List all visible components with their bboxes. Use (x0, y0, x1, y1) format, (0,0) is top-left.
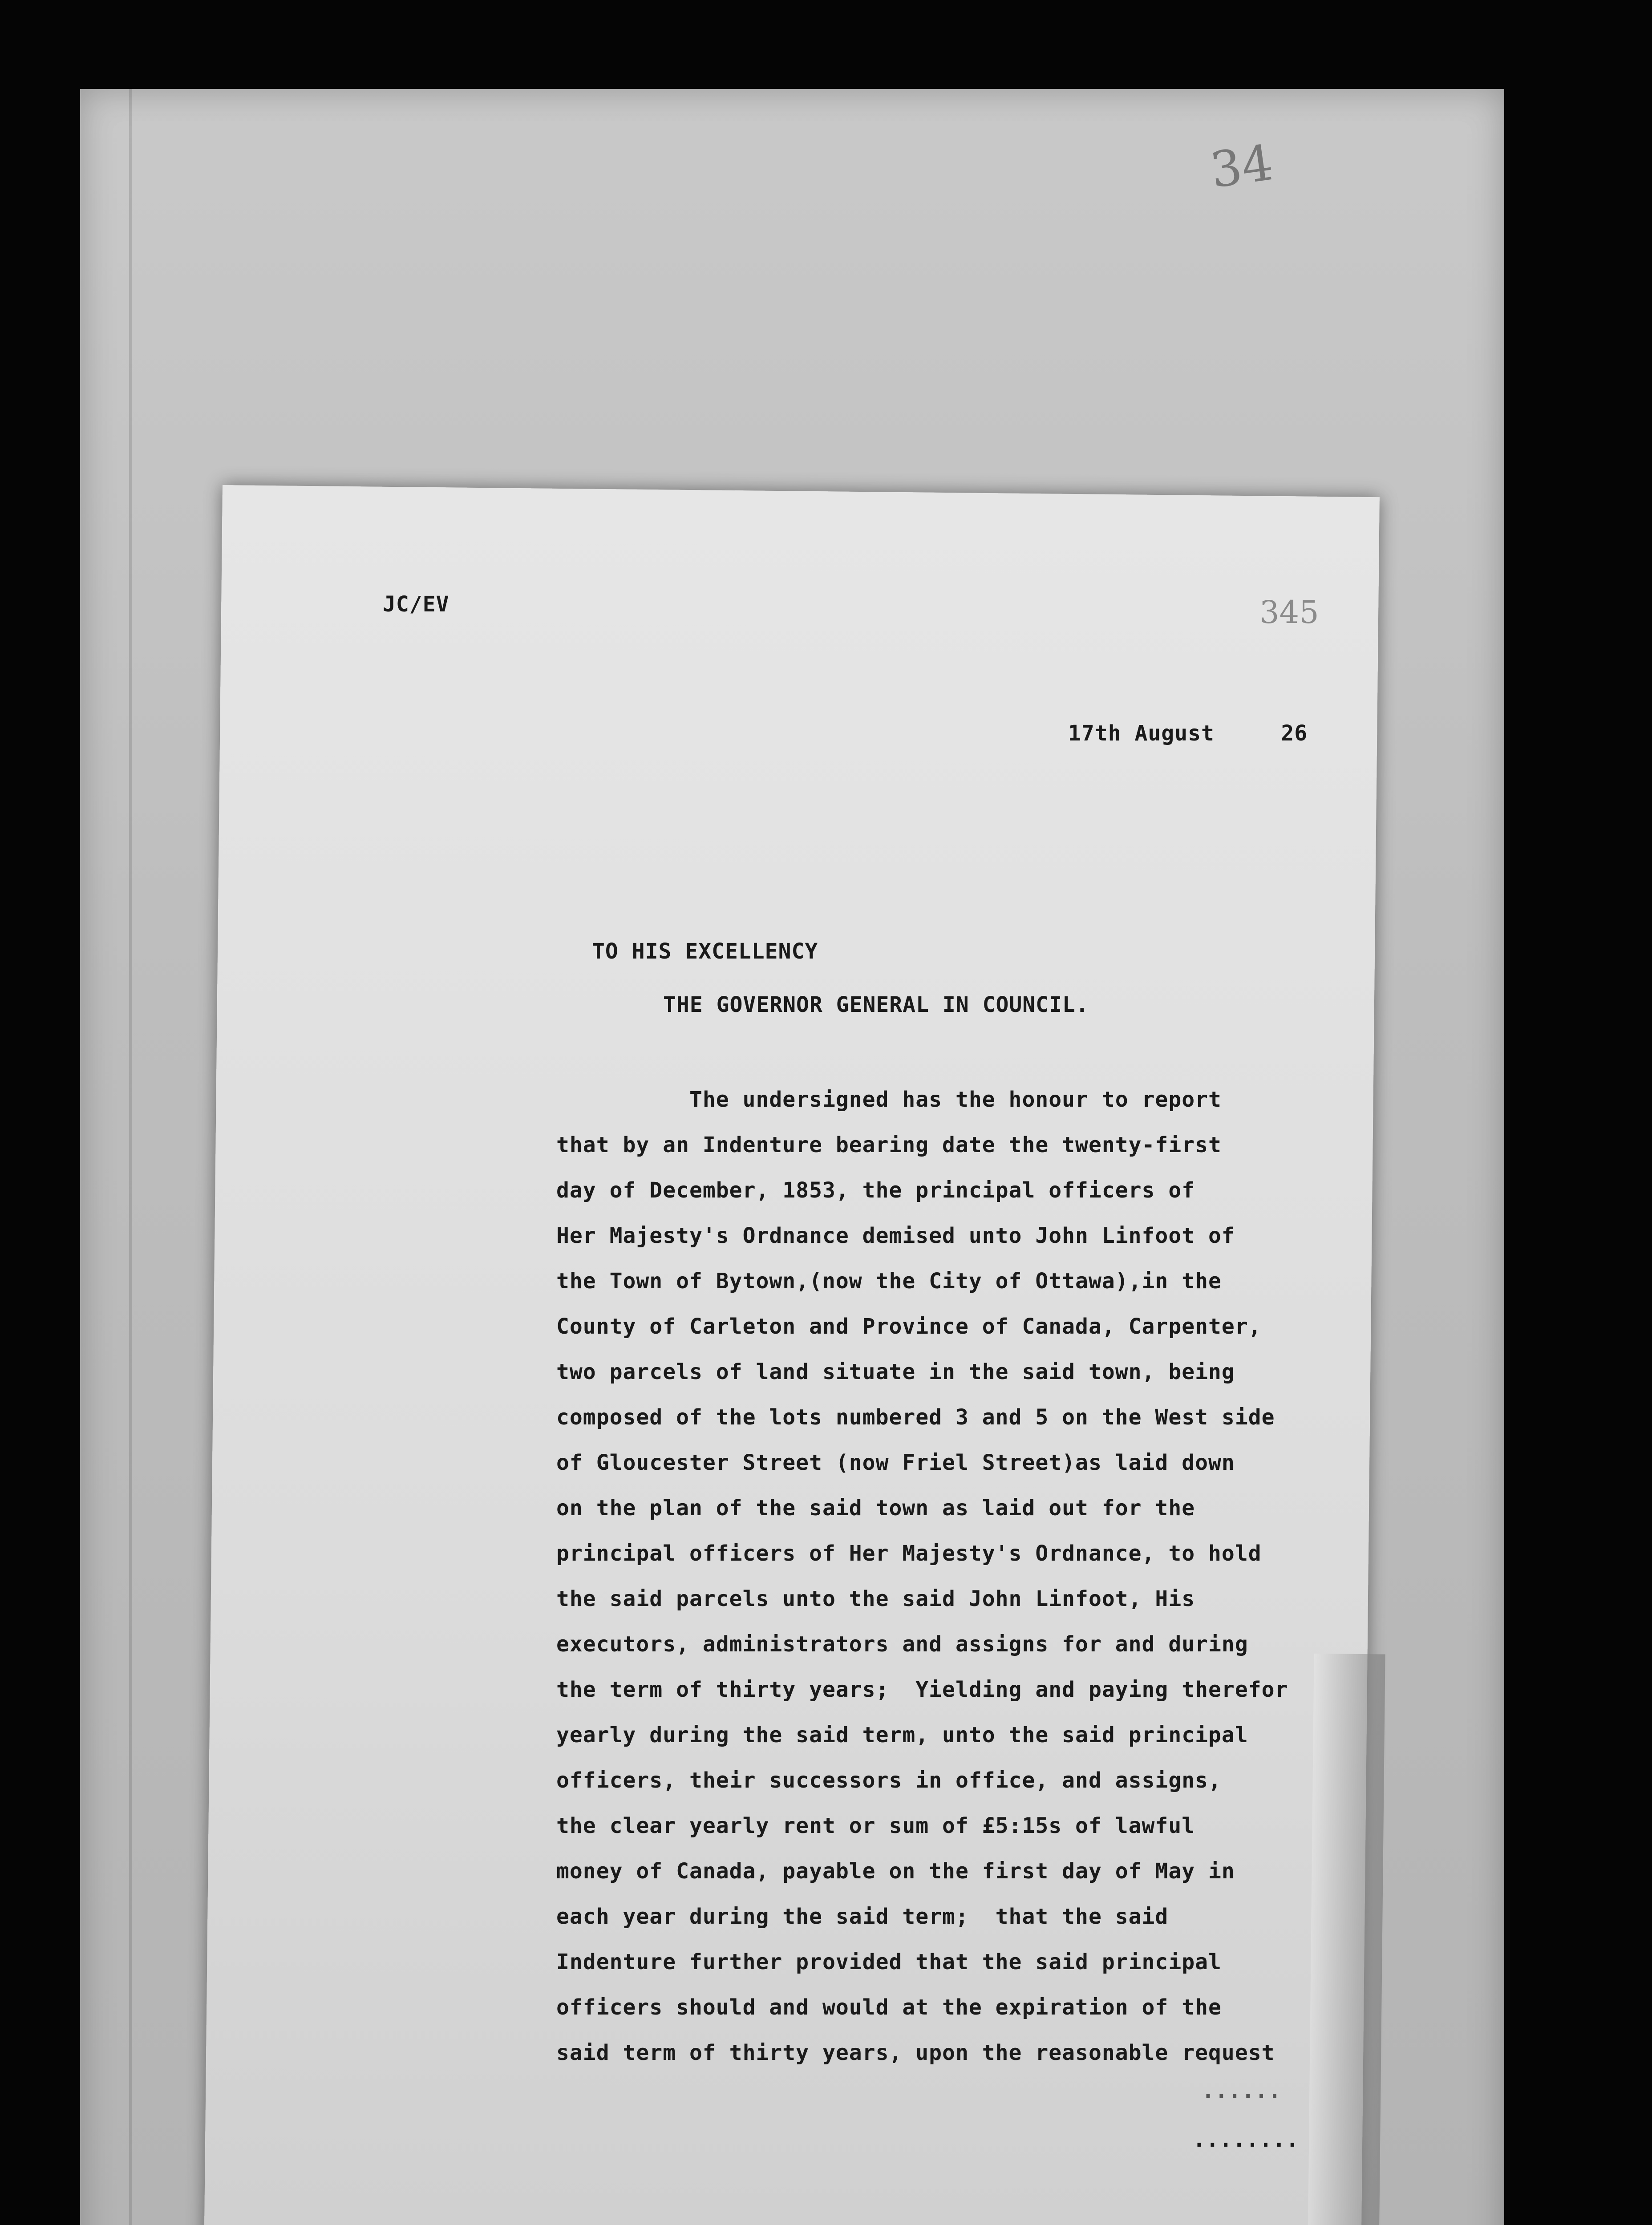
body-line: yearly during the said term, unto the said principal (556, 1723, 1248, 1748)
body-line: the Town of Bytown,(now the City of Ottawa),in the (556, 1269, 1222, 1294)
letter-date: 17th August 26 (1068, 721, 1308, 746)
body-line: The undersigned has the honour to report (556, 1087, 1222, 1112)
body-line: said term of thirty years, upon the reasonable request (556, 2040, 1275, 2065)
typist-initials: JC/EV (383, 592, 449, 617)
body-line: Indenture further provided that the said principal (556, 1950, 1222, 1974)
handwritten-file-number: 345 (1259, 594, 1319, 631)
body-line: the term of thirty years; Yielding and paying therefor (556, 1677, 1288, 1702)
body-line: the clear yearly rent or sum of £5:15s of lawful (556, 1813, 1195, 1838)
body-line: executors, administrators and assigns for and during (556, 1632, 1248, 1657)
body-line: Her Majesty's Ordnance demised unto John Linfoot of (556, 1223, 1235, 1248)
body-line: principal officers of Her Majesty's Ordnance, to hold (556, 1541, 1262, 1566)
body-line: composed of the lots numbered 3 and 5 on the West side (556, 1405, 1275, 1430)
letter-body (556, 1077, 1380, 2075)
body-line: each year during the said term; that the said (556, 1904, 1169, 1929)
body-line: officers should and would at the expiration of the (556, 1995, 1222, 2020)
body-line: that by an Indenture bearing date the twenty-first (556, 1133, 1222, 1157)
sheet-fold (129, 89, 132, 2225)
body-line: on the plan of the said town as laid out for the (556, 1496, 1195, 1521)
addressee-line-1: TO HIS EXCELLENCY (592, 939, 818, 964)
continuation-dots: ........ (1193, 2127, 1300, 2152)
body-line: two parcels of land situate in the said town, being (556, 1359, 1235, 1384)
body-line: of Gloucester Street (now Friel Street)as laid down (556, 1450, 1235, 1475)
body-line: day of December, 1853, the principal officers of (556, 1178, 1195, 1203)
continuation-dots-faint: ...... (1202, 2078, 1282, 2103)
addressee-line-2: THE GOVERNOR GENERAL IN COUNCIL. (663, 992, 1089, 1017)
body-line: money of Canada, payable on the first day of May in (556, 1859, 1235, 1884)
body-line: the said parcels unto the said John Linfoot, His (556, 1586, 1195, 1611)
body-line: County of Carleton and Province of Canada, Carpenter, (556, 1314, 1262, 1339)
body-line: officers, their successors in office, and assigns, (556, 1768, 1222, 1793)
handwritten-corner-mark: 34 (1207, 134, 1277, 199)
